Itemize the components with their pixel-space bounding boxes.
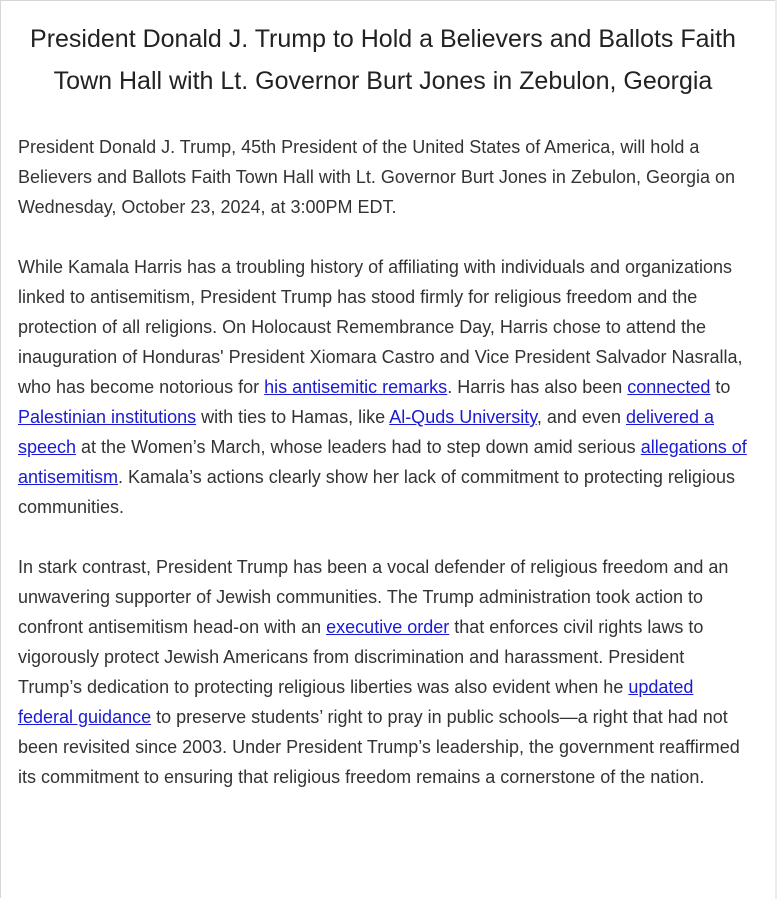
paragraph-text: to [710,377,731,397]
connected-link[interactable]: connected [627,377,711,397]
paragraph-text: at the Women’s March, whose leaders had to step down amid serious [76,437,641,457]
al-quds-university-link[interactable]: Al-Quds University [389,407,537,427]
paragraph-text: In stark contrast, President Trump has been a vocal defender of religious freedom and an unwavering supporter of Jewish communities. The Trump administration took action to confront antisemitism head-on with an [18,557,729,637]
paragraph-text: . Kamala’s actions clearly show her lack of commitment to protecting religious communities. [18,467,735,517]
allegations-of-antisemitism-link[interactable]: allegations of antisemitism [18,437,747,487]
event-announcement-paragraph: President Donald J. Trump, 45th President of the United States of America, will hold a Believers and Ballots Faith Town Hall with Lt. Governor Burt Jones in Zebulon, Georgia on Wednesday, October 23, 2024, at 3:00PM EDT. [18,137,736,217]
trump-religious-freedom-paragraph [18,552,748,792]
page-title: President Donald J. Trump to Hold a Believers and Ballots Faith Town Hall with Lt. Governor Burt Jones in Zebulon, Georgia [30,25,736,95]
paragraph-text: . Harris has also been [447,377,628,397]
his-antisemitic-remarks-link[interactable]: his antisemitic remarks [264,377,448,397]
paragraph-text: While Kamala Harris has a troubling history of affiliating with individuals and organizations linked to antisemitism, President Trump has stood firmly for religious freedom and the protection of all religions. On Holocaust Remembrance Day, Harris chose to attend the inauguration of Honduras' President Xiomara Castro and Vice President Salvador Nasralla, who has become notorious for [18,257,743,397]
palestinian-institutions-link[interactable]: Palestinian institutions [18,407,197,427]
executive-order-link[interactable]: executive order [326,617,450,637]
article [18,18,748,822]
updated-federal-guidance-link[interactable]: updated federal guidance [18,677,694,727]
paragraph-text: to preserve students’ right to pray in public schools—a right that had not been revisited since 2003. Under President Trump’s leadership, the government reaffirmed its commitment to ensuring that religious freedom remains a cornerstone of the nation. [18,707,740,787]
paragraph-text: with ties to Hamas, like [196,407,390,427]
delivered-a-speech-link[interactable]: delivered a speech [18,407,715,457]
paragraph-text: that enforces civil rights laws to vigorously protect Jewish Americans from discrimination and harassment. President Trump’s dedication to protecting religious liberties was also evident when he [18,617,704,697]
paragraph-text: , and even [536,407,626,427]
harris-antisemitism-paragraph [18,252,748,522]
